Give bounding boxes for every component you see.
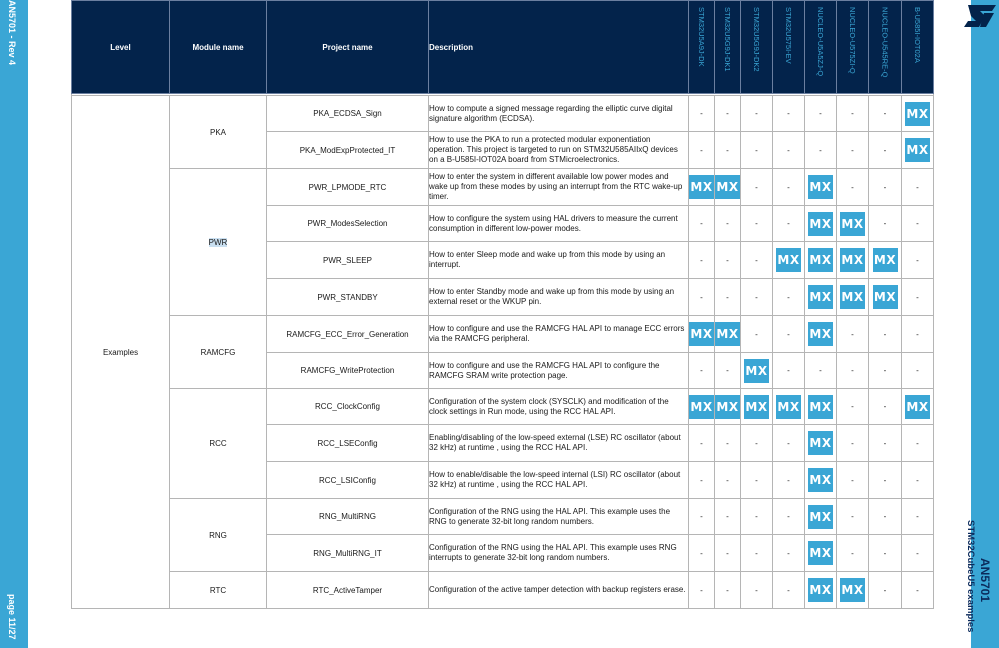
- na-mark-cell: -: [837, 169, 869, 206]
- na-mark-cell: -: [837, 499, 869, 535]
- mx-badge: MX: [808, 578, 833, 602]
- mx-badge: MX: [689, 322, 714, 346]
- na-mark-cell: -: [902, 535, 934, 572]
- na-mark-cell: -: [741, 279, 773, 316]
- mx-mark-cell: [805, 572, 837, 609]
- description-cell: Configuration of the RNG using the HAL API. This example uses RNG interrupts to generate 32-bit long random numbers.: [429, 535, 689, 572]
- description-cell: How to configure the system using HAL drivers to measure the current consumption in different low-power modes.: [429, 206, 689, 242]
- na-mark-cell: -: [715, 462, 741, 499]
- na-mark-cell: -: [869, 462, 902, 499]
- mx-mark-cell: [689, 389, 715, 425]
- mx-badge: MX: [808, 285, 833, 309]
- mx-badge: MX: [776, 395, 801, 419]
- project-name-cell: RAMCFG_WriteProtection: [267, 353, 429, 389]
- header-board: NUCLEO-U545RE-Q: [869, 1, 902, 94]
- na-mark-cell: -: [869, 389, 902, 425]
- na-mark-cell: -: [715, 242, 741, 279]
- module-cell: [170, 389, 267, 499]
- description-cell: How to configure and use the RAMCFG HAL API to manage ECC errors via the RAMCFG peripheral.: [429, 316, 689, 353]
- mx-mark-cell: [805, 499, 837, 535]
- mx-badge: MX: [808, 248, 833, 272]
- mx-mark-cell: [805, 425, 837, 462]
- mx-mark-cell: [773, 389, 805, 425]
- na-mark-cell: -: [837, 535, 869, 572]
- na-mark-cell: -: [715, 96, 741, 132]
- na-mark-cell: -: [689, 353, 715, 389]
- header-board: STM32U5G9J-DK2: [741, 1, 773, 94]
- header-board: STM32U5G9J-DK1: [715, 1, 741, 94]
- header-description: Description: [429, 1, 689, 94]
- mx-mark-cell: [689, 169, 715, 206]
- na-mark-cell: -: [741, 572, 773, 609]
- na-mark-cell: -: [773, 132, 805, 169]
- doc-code: AN5701: [978, 558, 992, 603]
- na-mark-cell: -: [741, 316, 773, 353]
- na-mark-cell: -: [715, 572, 741, 609]
- na-mark-cell: -: [869, 353, 902, 389]
- na-mark-cell: -: [741, 499, 773, 535]
- na-mark-cell: -: [902, 353, 934, 389]
- mx-badge: MX: [689, 175, 714, 199]
- na-mark-cell: -: [773, 535, 805, 572]
- mx-mark-cell: [837, 279, 869, 316]
- mx-mark-cell: [902, 96, 934, 132]
- na-mark-cell: -: [689, 132, 715, 169]
- na-mark-cell: -: [773, 499, 805, 535]
- na-mark-cell: -: [773, 462, 805, 499]
- na-mark-cell: -: [741, 169, 773, 206]
- na-mark-cell: -: [902, 462, 934, 499]
- na-mark-cell: -: [773, 316, 805, 353]
- project-name-cell: PWR_ModesSelection: [267, 206, 429, 242]
- na-mark-cell: -: [837, 132, 869, 169]
- na-mark-cell: -: [805, 353, 837, 389]
- project-name-cell: RCC_LSEConfig: [267, 425, 429, 462]
- mx-mark-cell: [805, 169, 837, 206]
- description-cell: Configuration of the RNG using the HAL API. This example uses the RNG to generate 32-bit long random numbers.: [429, 499, 689, 535]
- table-row: [72, 316, 934, 353]
- module-name: PKA: [209, 127, 226, 137]
- na-mark-cell: -: [689, 535, 715, 572]
- mx-mark-cell: [805, 316, 837, 353]
- na-mark-cell: -: [741, 242, 773, 279]
- na-mark-cell: -: [689, 499, 715, 535]
- project-name-cell: PWR_SLEEP: [267, 242, 429, 279]
- description-cell: How to use the PKA to run a protected modular exponentiation operation. This project is targeted to run on STM32U585AIIxQ devices on a B-U585I-IOT02A board from STMicroelectronics.: [429, 132, 689, 169]
- na-mark-cell: -: [869, 206, 902, 242]
- na-mark-cell: -: [773, 353, 805, 389]
- mx-badge: MX: [808, 212, 833, 236]
- mx-mark-cell: [715, 389, 741, 425]
- mx-badge: MX: [873, 248, 898, 272]
- na-mark-cell: -: [902, 316, 934, 353]
- na-mark-cell: -: [715, 425, 741, 462]
- table-row: [72, 169, 934, 206]
- na-mark-cell: -: [773, 425, 805, 462]
- module-cell: [170, 572, 267, 609]
- na-mark-cell: -: [869, 425, 902, 462]
- project-name-cell: PWR_STANDBY: [267, 279, 429, 316]
- mx-badge: MX: [808, 322, 833, 346]
- na-mark-cell: -: [689, 279, 715, 316]
- na-mark-cell: -: [902, 206, 934, 242]
- na-mark-cell: -: [902, 279, 934, 316]
- mx-badge: MX: [808, 175, 833, 199]
- mx-badge: MX: [744, 395, 769, 419]
- na-mark-cell: -: [741, 535, 773, 572]
- na-mark-cell: -: [715, 499, 741, 535]
- st-logo-icon: [962, 2, 998, 30]
- mx-badge: MX: [905, 395, 930, 419]
- na-mark-cell: -: [741, 462, 773, 499]
- module-cell: [170, 316, 267, 389]
- na-mark-cell: -: [869, 499, 902, 535]
- examples-table: [71, 0, 934, 609]
- module-name: PWR: [208, 237, 228, 247]
- na-mark-cell: -: [689, 462, 715, 499]
- mx-mark-cell: [715, 169, 741, 206]
- na-mark-cell: -: [689, 425, 715, 462]
- module-cell: [170, 169, 267, 316]
- project-name-cell: PKA_ECDSA_Sign: [267, 96, 429, 132]
- mx-mark-cell: [837, 572, 869, 609]
- mx-badge: MX: [840, 212, 865, 236]
- mx-badge: MX: [808, 505, 833, 529]
- mx-mark-cell: [741, 353, 773, 389]
- na-mark-cell: -: [741, 206, 773, 242]
- na-mark-cell: -: [715, 206, 741, 242]
- module-name: RAMCFG: [200, 347, 236, 357]
- na-mark-cell: -: [741, 425, 773, 462]
- header-board: STM32U5A9J-DK: [689, 1, 715, 94]
- table-row: [72, 572, 934, 609]
- description-cell: How to enter Sleep mode and wake up from this mode by using an interrupt.: [429, 242, 689, 279]
- na-mark-cell: -: [773, 96, 805, 132]
- na-mark-cell: -: [773, 206, 805, 242]
- na-mark-cell: -: [805, 132, 837, 169]
- na-mark-cell: -: [689, 242, 715, 279]
- na-mark-cell: -: [902, 242, 934, 279]
- project-name-cell: PKA_ModExpProtected_IT: [267, 132, 429, 169]
- description-cell: How to compute a signed message regarding the elliptic curve digital signature algorithm (ECDSA).: [429, 96, 689, 132]
- module-name: RNG: [209, 530, 227, 540]
- mx-mark-cell: [869, 279, 902, 316]
- mx-mark-cell: [805, 535, 837, 572]
- mx-badge: MX: [808, 541, 833, 565]
- page-number: page 11/27: [7, 594, 17, 640]
- mx-badge: MX: [808, 468, 833, 492]
- mx-mark-cell: [805, 462, 837, 499]
- description-cell: How to enter the system in different available low power modes and wake up from these modes by using an interrupt from the RTC wake-up timer.: [429, 169, 689, 206]
- mx-mark-cell: [805, 279, 837, 316]
- doc-revision: AN5701 - Rev 4: [7, 0, 17, 66]
- header-board: NUCLEO-U575ZI-Q: [837, 1, 869, 94]
- description-cell: Configuration of the active tamper detection with backup registers erase.: [429, 572, 689, 609]
- module-cell: [170, 96, 267, 169]
- na-mark-cell: -: [741, 132, 773, 169]
- module-cell: [170, 499, 267, 572]
- na-mark-cell: -: [715, 535, 741, 572]
- mx-mark-cell: [689, 316, 715, 353]
- table-row: [72, 499, 934, 535]
- na-mark-cell: -: [689, 96, 715, 132]
- na-mark-cell: -: [902, 572, 934, 609]
- header-board: NUCLEO-U5A5ZJ-Q: [805, 1, 837, 94]
- na-mark-cell: -: [773, 169, 805, 206]
- header-level: Level: [72, 1, 170, 94]
- na-mark-cell: -: [715, 353, 741, 389]
- na-mark-cell: -: [902, 169, 934, 206]
- na-mark-cell: -: [869, 132, 902, 169]
- mx-badge: MX: [776, 248, 801, 272]
- header-module: Module name: [170, 1, 267, 94]
- header-board: STM32U575I-EV: [773, 1, 805, 94]
- na-mark-cell: -: [805, 96, 837, 132]
- mx-badge: MX: [715, 322, 740, 346]
- table-row: [72, 96, 934, 132]
- mx-badge: MX: [808, 395, 833, 419]
- na-mark-cell: -: [902, 425, 934, 462]
- mx-badge: MX: [873, 285, 898, 309]
- na-mark-cell: -: [902, 499, 934, 535]
- description-cell: How to enter Standby mode and wake up from this mode by using an external reset or the WKUP pin.: [429, 279, 689, 316]
- mx-mark-cell: [741, 389, 773, 425]
- project-name-cell: RNG_MultiRNG_IT: [267, 535, 429, 572]
- module-name: RCC: [209, 439, 227, 448]
- na-mark-cell: -: [715, 279, 741, 316]
- mx-badge: MX: [905, 138, 930, 162]
- mx-mark-cell: [805, 242, 837, 279]
- mx-badge: MX: [840, 285, 865, 309]
- mx-mark-cell: [902, 389, 934, 425]
- project-name-cell: PWR_LPMODE_RTC: [267, 169, 429, 206]
- na-mark-cell: -: [837, 96, 869, 132]
- project-name-cell: RCC_ClockConfig: [267, 389, 429, 425]
- na-mark-cell: -: [837, 425, 869, 462]
- na-mark-cell: -: [837, 353, 869, 389]
- header-board: B-U585I-IOT02A: [902, 1, 934, 94]
- left-margin-band: [0, 0, 28, 648]
- mx-badge: MX: [715, 395, 740, 419]
- mx-mark-cell: [869, 242, 902, 279]
- na-mark-cell: -: [837, 462, 869, 499]
- table-header-row: [72, 1, 934, 94]
- mx-mark-cell: [773, 242, 805, 279]
- mx-badge: MX: [808, 431, 833, 455]
- na-mark-cell: -: [869, 535, 902, 572]
- mx-badge: MX: [744, 359, 769, 383]
- mx-badge: MX: [689, 395, 714, 419]
- project-name-cell: RNG_MultiRNG: [267, 499, 429, 535]
- module-name: RTC: [209, 585, 227, 595]
- level-cell: Examples: [72, 96, 170, 609]
- mx-badge: MX: [840, 578, 865, 602]
- na-mark-cell: -: [869, 169, 902, 206]
- description-cell: How to enable/disable the low-speed internal (LSI) RC oscillator (about 32 kHz) at runtime , using the RCC HAL API.: [429, 462, 689, 499]
- mx-mark-cell: [837, 206, 869, 242]
- project-name-cell: RCC_LSIConfig: [267, 462, 429, 499]
- project-name-cell: RAMCFG_ECC_Error_Generation: [267, 316, 429, 353]
- na-mark-cell: -: [773, 572, 805, 609]
- na-mark-cell: -: [773, 279, 805, 316]
- mx-mark-cell: [805, 206, 837, 242]
- na-mark-cell: -: [837, 316, 869, 353]
- description-cell: How to configure and use the RAMCFG HAL API to configure the RAMCFG SRAM write protection page.: [429, 353, 689, 389]
- na-mark-cell: -: [869, 316, 902, 353]
- header-project: Project name: [267, 1, 429, 94]
- project-name-cell: RTC_ActiveTamper: [267, 572, 429, 609]
- description-cell: Enabling/disabling of the low-speed external (LSE) RC oscillator (about 32 kHz) at runtime , using the RCC HAL API.: [429, 425, 689, 462]
- doc-title: STM32CubeU5 examples: [965, 520, 976, 633]
- na-mark-cell: -: [869, 96, 902, 132]
- mx-mark-cell: [837, 242, 869, 279]
- mx-badge: MX: [905, 102, 930, 126]
- na-mark-cell: -: [689, 206, 715, 242]
- mx-mark-cell: [902, 132, 934, 169]
- description-cell: Configuration of the system clock (SYSCLK) and modification of the clock settings in Run mode, using the RCC HAL API.: [429, 389, 689, 425]
- table-body: [72, 96, 934, 609]
- na-mark-cell: -: [837, 389, 869, 425]
- mx-mark-cell: [715, 316, 741, 353]
- na-mark-cell: -: [689, 572, 715, 609]
- na-mark-cell: -: [869, 572, 902, 609]
- mx-badge: MX: [840, 248, 865, 272]
- table-row: [72, 389, 934, 425]
- mx-badge: MX: [715, 175, 740, 199]
- na-mark-cell: -: [741, 96, 773, 132]
- na-mark-cell: -: [715, 132, 741, 169]
- mx-mark-cell: [805, 389, 837, 425]
